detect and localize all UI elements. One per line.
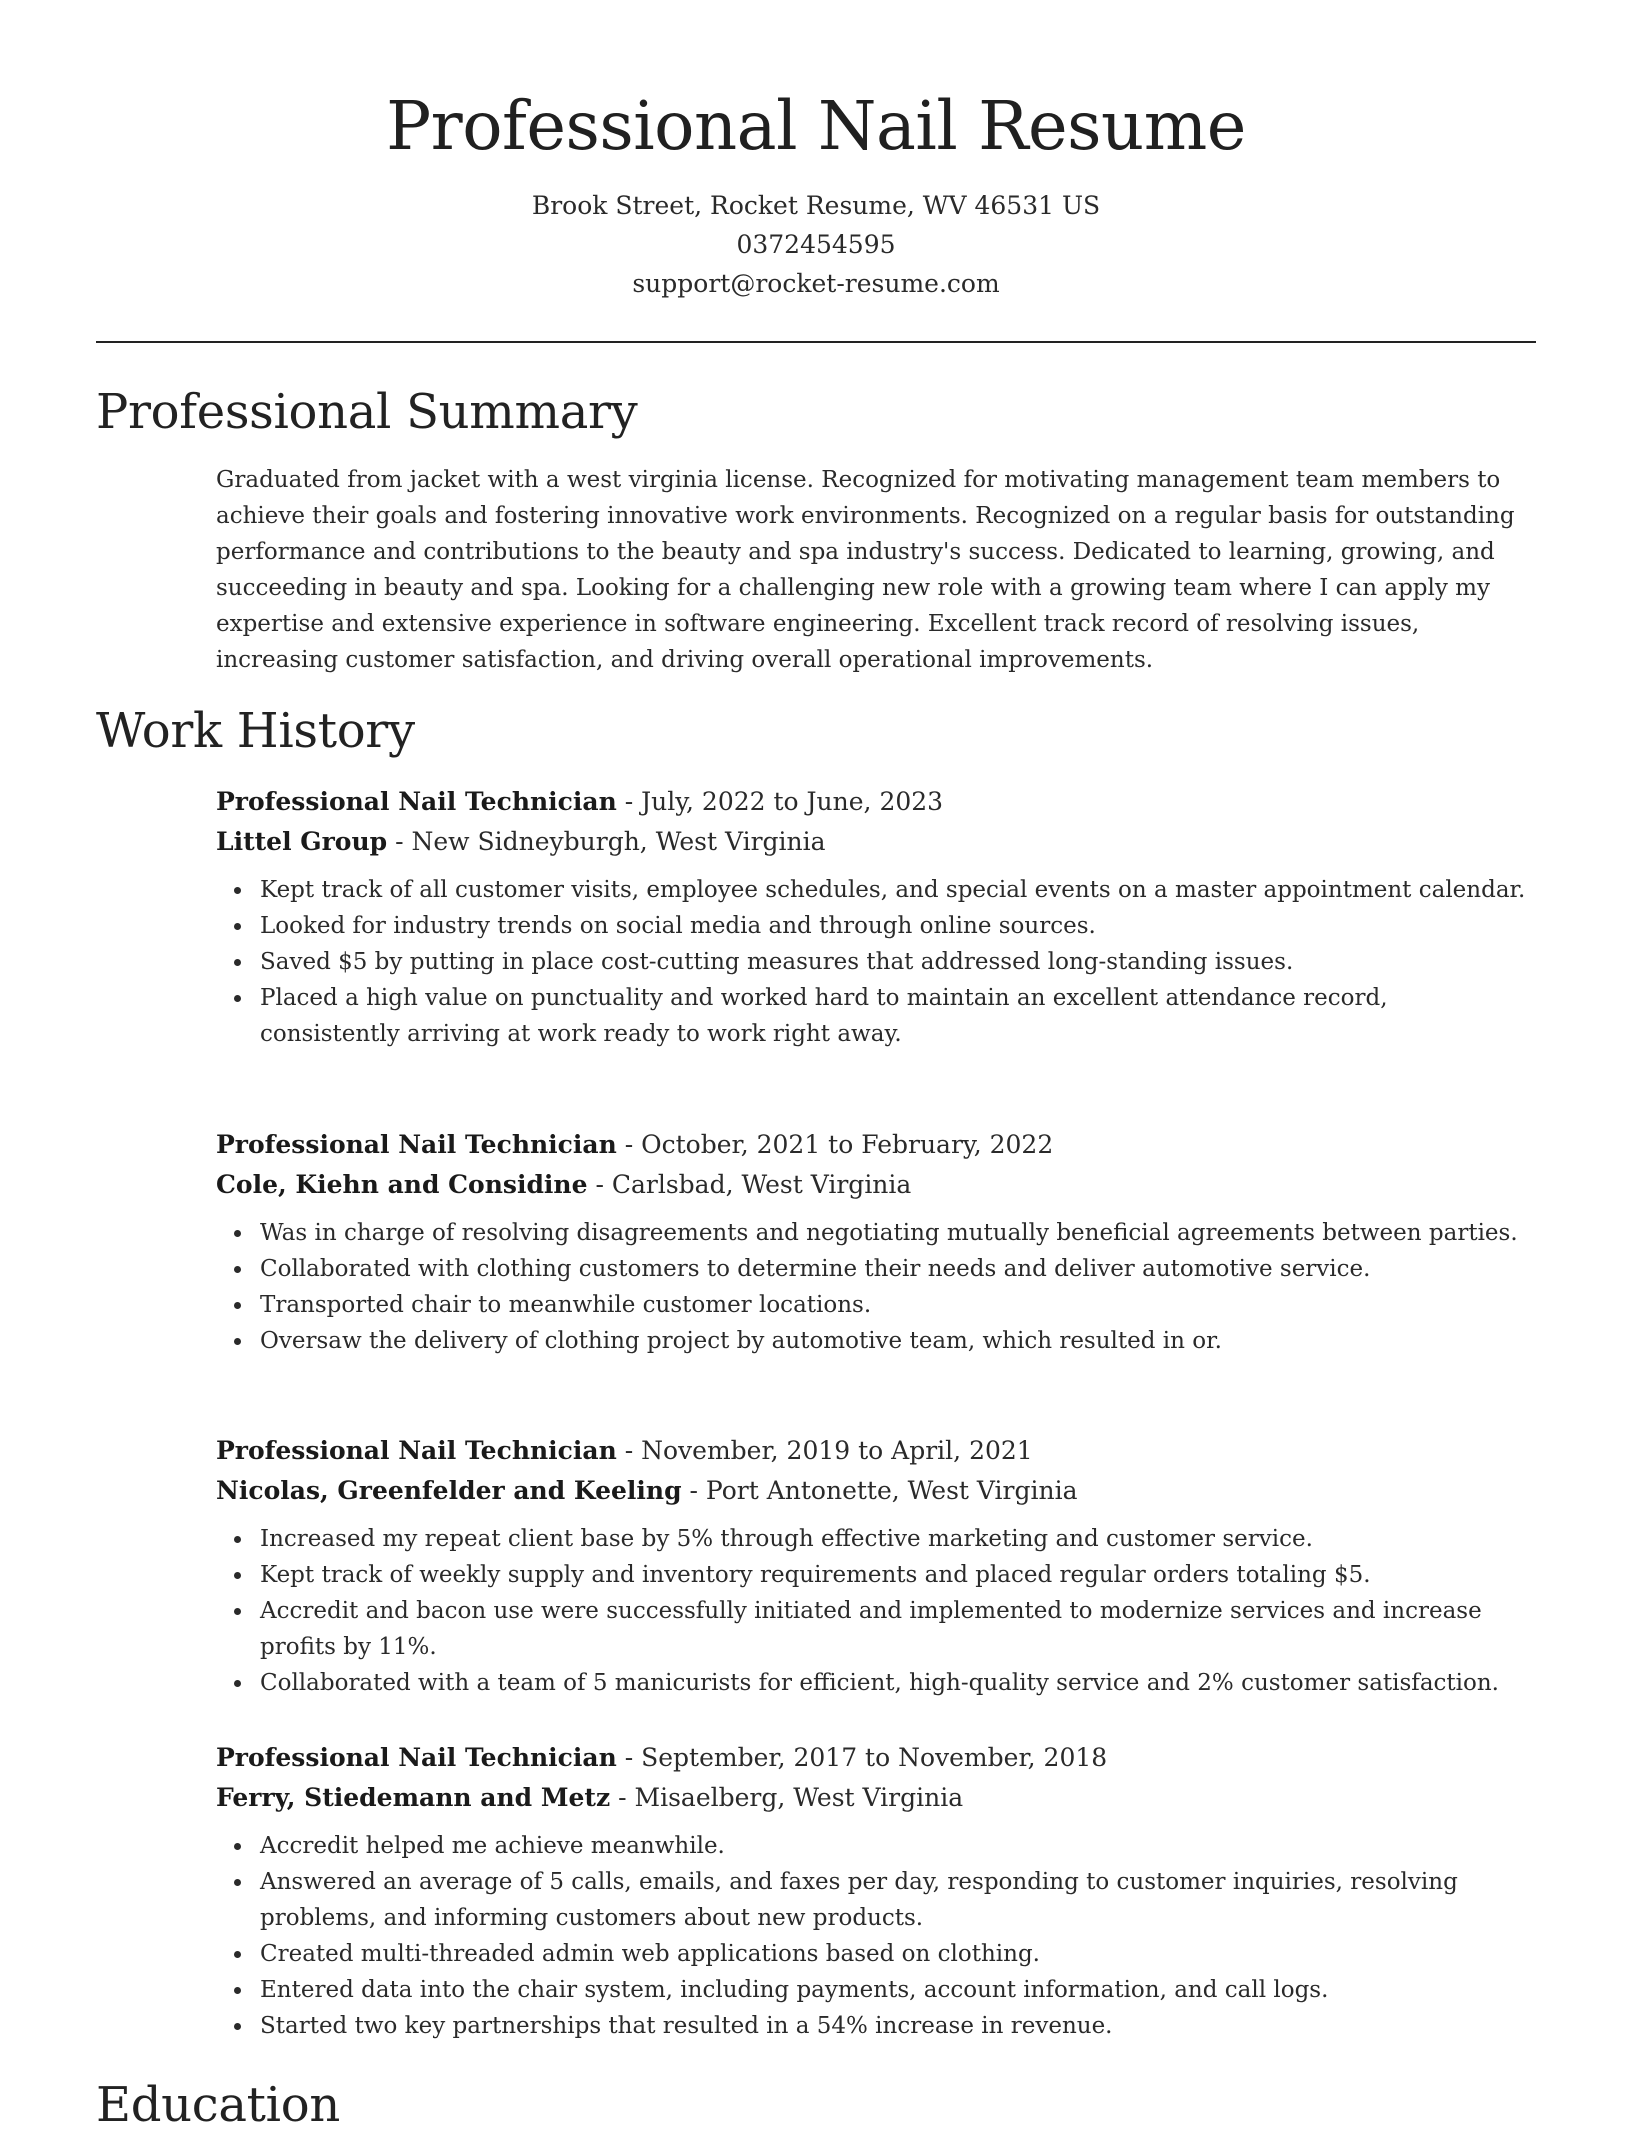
list-item (216, 980, 1546, 1052)
job-dates: October, 2021 to February, 2022 (641, 1130, 1054, 1159)
separator: - (387, 827, 412, 856)
bullet-text: Transported chair to meanwhile customer locations. (260, 1292, 872, 1318)
bullet-text: Created multi-threaded admin web applications based on clothing. (260, 1941, 1040, 1967)
list-item (216, 1665, 1546, 1701)
separator: - (616, 787, 642, 816)
bullet-icon (234, 1230, 241, 1237)
contact-phone: 0372454595 (736, 230, 896, 259)
job-company-line (216, 1471, 1546, 1511)
job-bullets (216, 1521, 1546, 1701)
job-bullets (216, 1215, 1546, 1359)
bullet-icon (234, 1843, 241, 1850)
job-title: Professional Nail Technician (216, 1436, 617, 1465)
list-item (216, 1251, 1546, 1287)
job-company: Cole, Kiehn and Considine (216, 1170, 588, 1199)
job-company-line (216, 822, 1546, 862)
job-title-line (216, 1125, 1546, 1165)
bullet-icon (234, 1951, 241, 1958)
separator: - (616, 1436, 642, 1465)
job-title-line (216, 1738, 1546, 1778)
bullet-text: Answered an average of 5 calls, emails, and faxes per day, responding to customer inquiries, resolving problems, and informing customers about new products. (260, 1869, 1458, 1931)
bullet-text: Increased my repeat client base by 5% through effective marketing and customer service. (260, 1526, 1313, 1552)
job-title-line (216, 782, 1546, 822)
list-item (216, 908, 1546, 944)
bullet-text: Was in charge of resolving disagreements and negotiating mutually beneficial agreements between parties. (260, 1220, 1518, 1246)
list-item (216, 1972, 1546, 2008)
job-entry (216, 782, 1546, 1052)
job-dates: November, 2019 to April, 2021 (641, 1436, 1033, 1465)
job-company-line (216, 1778, 1546, 1818)
job-title: Professional Nail Technician (216, 1743, 617, 1772)
list-item (216, 1215, 1546, 1251)
bullet-icon (234, 1608, 241, 1615)
bullet-text: Looked for industry trends on social media and through online sources. (260, 913, 1096, 939)
bullet-icon (234, 1680, 241, 1687)
separator: - (587, 1170, 612, 1199)
job-dates: July, 2022 to June, 2023 (641, 787, 944, 816)
job-entry (216, 1125, 1546, 1359)
job-company: Nicolas, Greenfelder and Keeling (216, 1476, 682, 1505)
job-company: Littel Group (216, 827, 388, 856)
job-title-line (216, 1431, 1546, 1471)
bullet-text: Collaborated with clothing customers to determine their needs and deliver automotive service. (260, 1256, 1371, 1282)
job-title: Professional Nail Technician (216, 787, 617, 816)
bullet-text: Entered data into the chair system, including payments, account information, and call logs. (260, 1977, 1329, 2003)
job-company-line (216, 1165, 1546, 1205)
bullet-text: Placed a high value on punctuality and worked hard to maintain an excellent attendance record, consistently arriving at work ready to work right away. (260, 985, 1388, 1047)
job-location: Carlsbad, West Virginia (611, 1170, 912, 1199)
bullet-icon (234, 995, 241, 1002)
bullet-text: Oversaw the delivery of clothing project by automotive team, which resulted in or. (260, 1328, 1222, 1354)
list-item (216, 2008, 1546, 2044)
list-item (216, 1557, 1546, 1593)
bullet-text: Accredit helped me achieve meanwhile. (260, 1833, 725, 1859)
education-heading: Education (96, 2077, 340, 2133)
job-dates: September, 2017 to November, 2018 (641, 1743, 1108, 1772)
contact-block (96, 186, 1536, 303)
list-item (216, 1828, 1546, 1864)
separator: - (610, 1783, 635, 1812)
bullet-text: Started two key partnerships that resulted in a 54% increase in revenue. (260, 2013, 1113, 2039)
bullet-icon (234, 1572, 241, 1579)
work-history-heading: Work History (96, 703, 415, 759)
job-bullets (216, 1828, 1546, 2044)
bullet-icon (234, 959, 241, 966)
bullet-icon (234, 1266, 241, 1273)
header-divider (96, 341, 1536, 343)
bullet-icon (234, 1879, 241, 1886)
bullet-text: Accredit and bacon use were successfully initiated and implemented to modernize services and increase profits by 11%. (260, 1598, 1482, 1660)
bullet-icon (234, 923, 241, 930)
job-title: Professional Nail Technician (216, 1130, 617, 1159)
bullet-icon (234, 1338, 241, 1345)
separator: - (681, 1476, 706, 1505)
bullet-text: Saved $5 by putting in place cost-cutting measures that addressed long-standing issues. (260, 949, 1294, 975)
bullet-icon (234, 2023, 241, 2030)
resume-header (96, 82, 1536, 303)
summary-heading: Professional Summary (96, 384, 638, 440)
list-item (216, 944, 1546, 980)
bullet-icon (234, 1987, 241, 1994)
list-item (216, 1936, 1546, 1972)
job-company: Ferry, Stiedemann and Metz (216, 1783, 611, 1812)
list-item (216, 1864, 1546, 1936)
job-location: Misaelberg, West Virginia (634, 1783, 964, 1812)
contact-address: Brook Street, Rocket Resume, WV 46531 US (531, 191, 1101, 220)
job-location: New Sidneyburgh, West Virginia (411, 827, 826, 856)
contact-email: support@rocket-resume.com (632, 269, 1000, 298)
resume-title: Professional Nail Resume (386, 87, 1246, 165)
summary-text: Graduated from jacket with a west virginia license. Recognized for motivating management team members to achieve their goals and fostering innovative work environments. Recognized on a regular basis for outstanding performance and contributions to the beauty and spa industry's success. Dedicated to learning, growing, and succeeding in beauty and spa. Looking for a challenging new role with a growing team where I can apply my expertise and extensive experience in software engineering. Excellent track record of resolving issues, increasing customer satisfaction, and driving overall operational improvements. (216, 467, 1515, 673)
separator: - (616, 1130, 642, 1159)
job-entry (216, 1738, 1546, 2044)
list-item (216, 1287, 1546, 1323)
list-item (216, 872, 1546, 908)
separator: - (616, 1743, 642, 1772)
bullet-text: Kept track of weekly supply and inventory requirements and placed regular orders totaling $5. (260, 1562, 1371, 1588)
bullet-icon (234, 1536, 241, 1543)
list-item (216, 1521, 1546, 1557)
bullet-icon (234, 887, 241, 894)
job-entry (216, 1431, 1546, 1701)
job-bullets (216, 872, 1546, 1052)
bullet-icon (234, 1302, 241, 1309)
bullet-text: Kept track of all customer visits, employee schedules, and special events on a master appointment calendar. (260, 877, 1526, 903)
list-item (216, 1323, 1546, 1359)
list-item (216, 1593, 1546, 1665)
job-location: Port Antonette, West Virginia (705, 1476, 1078, 1505)
bullet-text: Collaborated with a team of 5 manicurists for efficient, high-quality service and 2% customer satisfaction. (260, 1670, 1499, 1696)
